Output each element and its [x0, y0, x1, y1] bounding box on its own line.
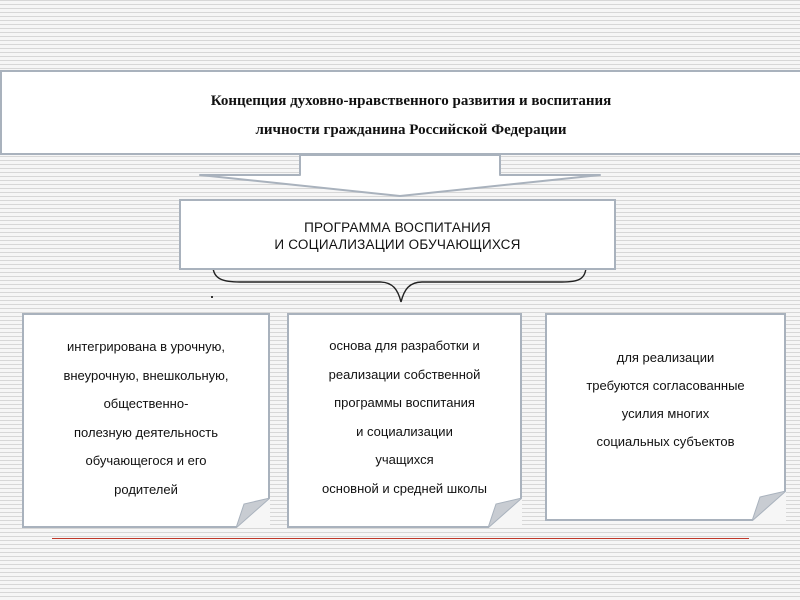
card-line: реализации собственной	[328, 366, 481, 382]
card-line: основа для разработки и	[329, 338, 480, 353]
card-line: интегрирована в урочную,	[66, 339, 226, 354]
card-line: требуются согласованные	[586, 378, 745, 393]
concept-title-line-2: личности гражданина Российской Федерации	[255, 122, 567, 138]
curly-brace	[213, 266, 586, 302]
program-title-line-2: И СОЦИАЛИЗАЦИИ ОБУЧАЮЩИХСЯ	[274, 237, 521, 252]
card-text	[547, 344, 784, 456]
card-line: учащихся	[375, 452, 434, 467]
card-line: полезную деятельность	[74, 424, 218, 440]
concept-title-line-1: Концепция духовно-нравственного развития и воспитания	[210, 93, 612, 109]
page-curl-icon	[752, 491, 786, 521]
card-line: обучающегося и его	[85, 453, 207, 468]
page-curl-icon	[488, 498, 522, 528]
stray-dot	[211, 296, 213, 298]
card-text	[289, 332, 520, 503]
card-integration	[22, 313, 270, 528]
card-text	[24, 333, 268, 504]
card-line: родителей	[114, 481, 178, 497]
card-basis	[287, 313, 522, 528]
funnel-arrow	[200, 155, 600, 196]
card-line: программы воспитания	[334, 395, 475, 410]
card-line: социальных субъектов	[596, 434, 735, 449]
program-box	[179, 199, 616, 270]
card-line: основной и средней школы	[322, 480, 487, 496]
page-curl-icon	[236, 498, 270, 528]
card-line: внеурочную, внешкольную,	[63, 367, 229, 383]
program-title-line-1: ПРОГРАММА ВОСПИТАНИЯ	[304, 220, 491, 235]
card-line: общественно-	[103, 396, 189, 411]
card-line: для реализации	[616, 350, 715, 365]
footer-rule	[52, 538, 749, 539]
card-line: и социализации	[356, 423, 453, 439]
concept-box	[0, 70, 800, 155]
card-efforts	[545, 313, 786, 521]
card-line: усилия многих	[621, 406, 710, 421]
